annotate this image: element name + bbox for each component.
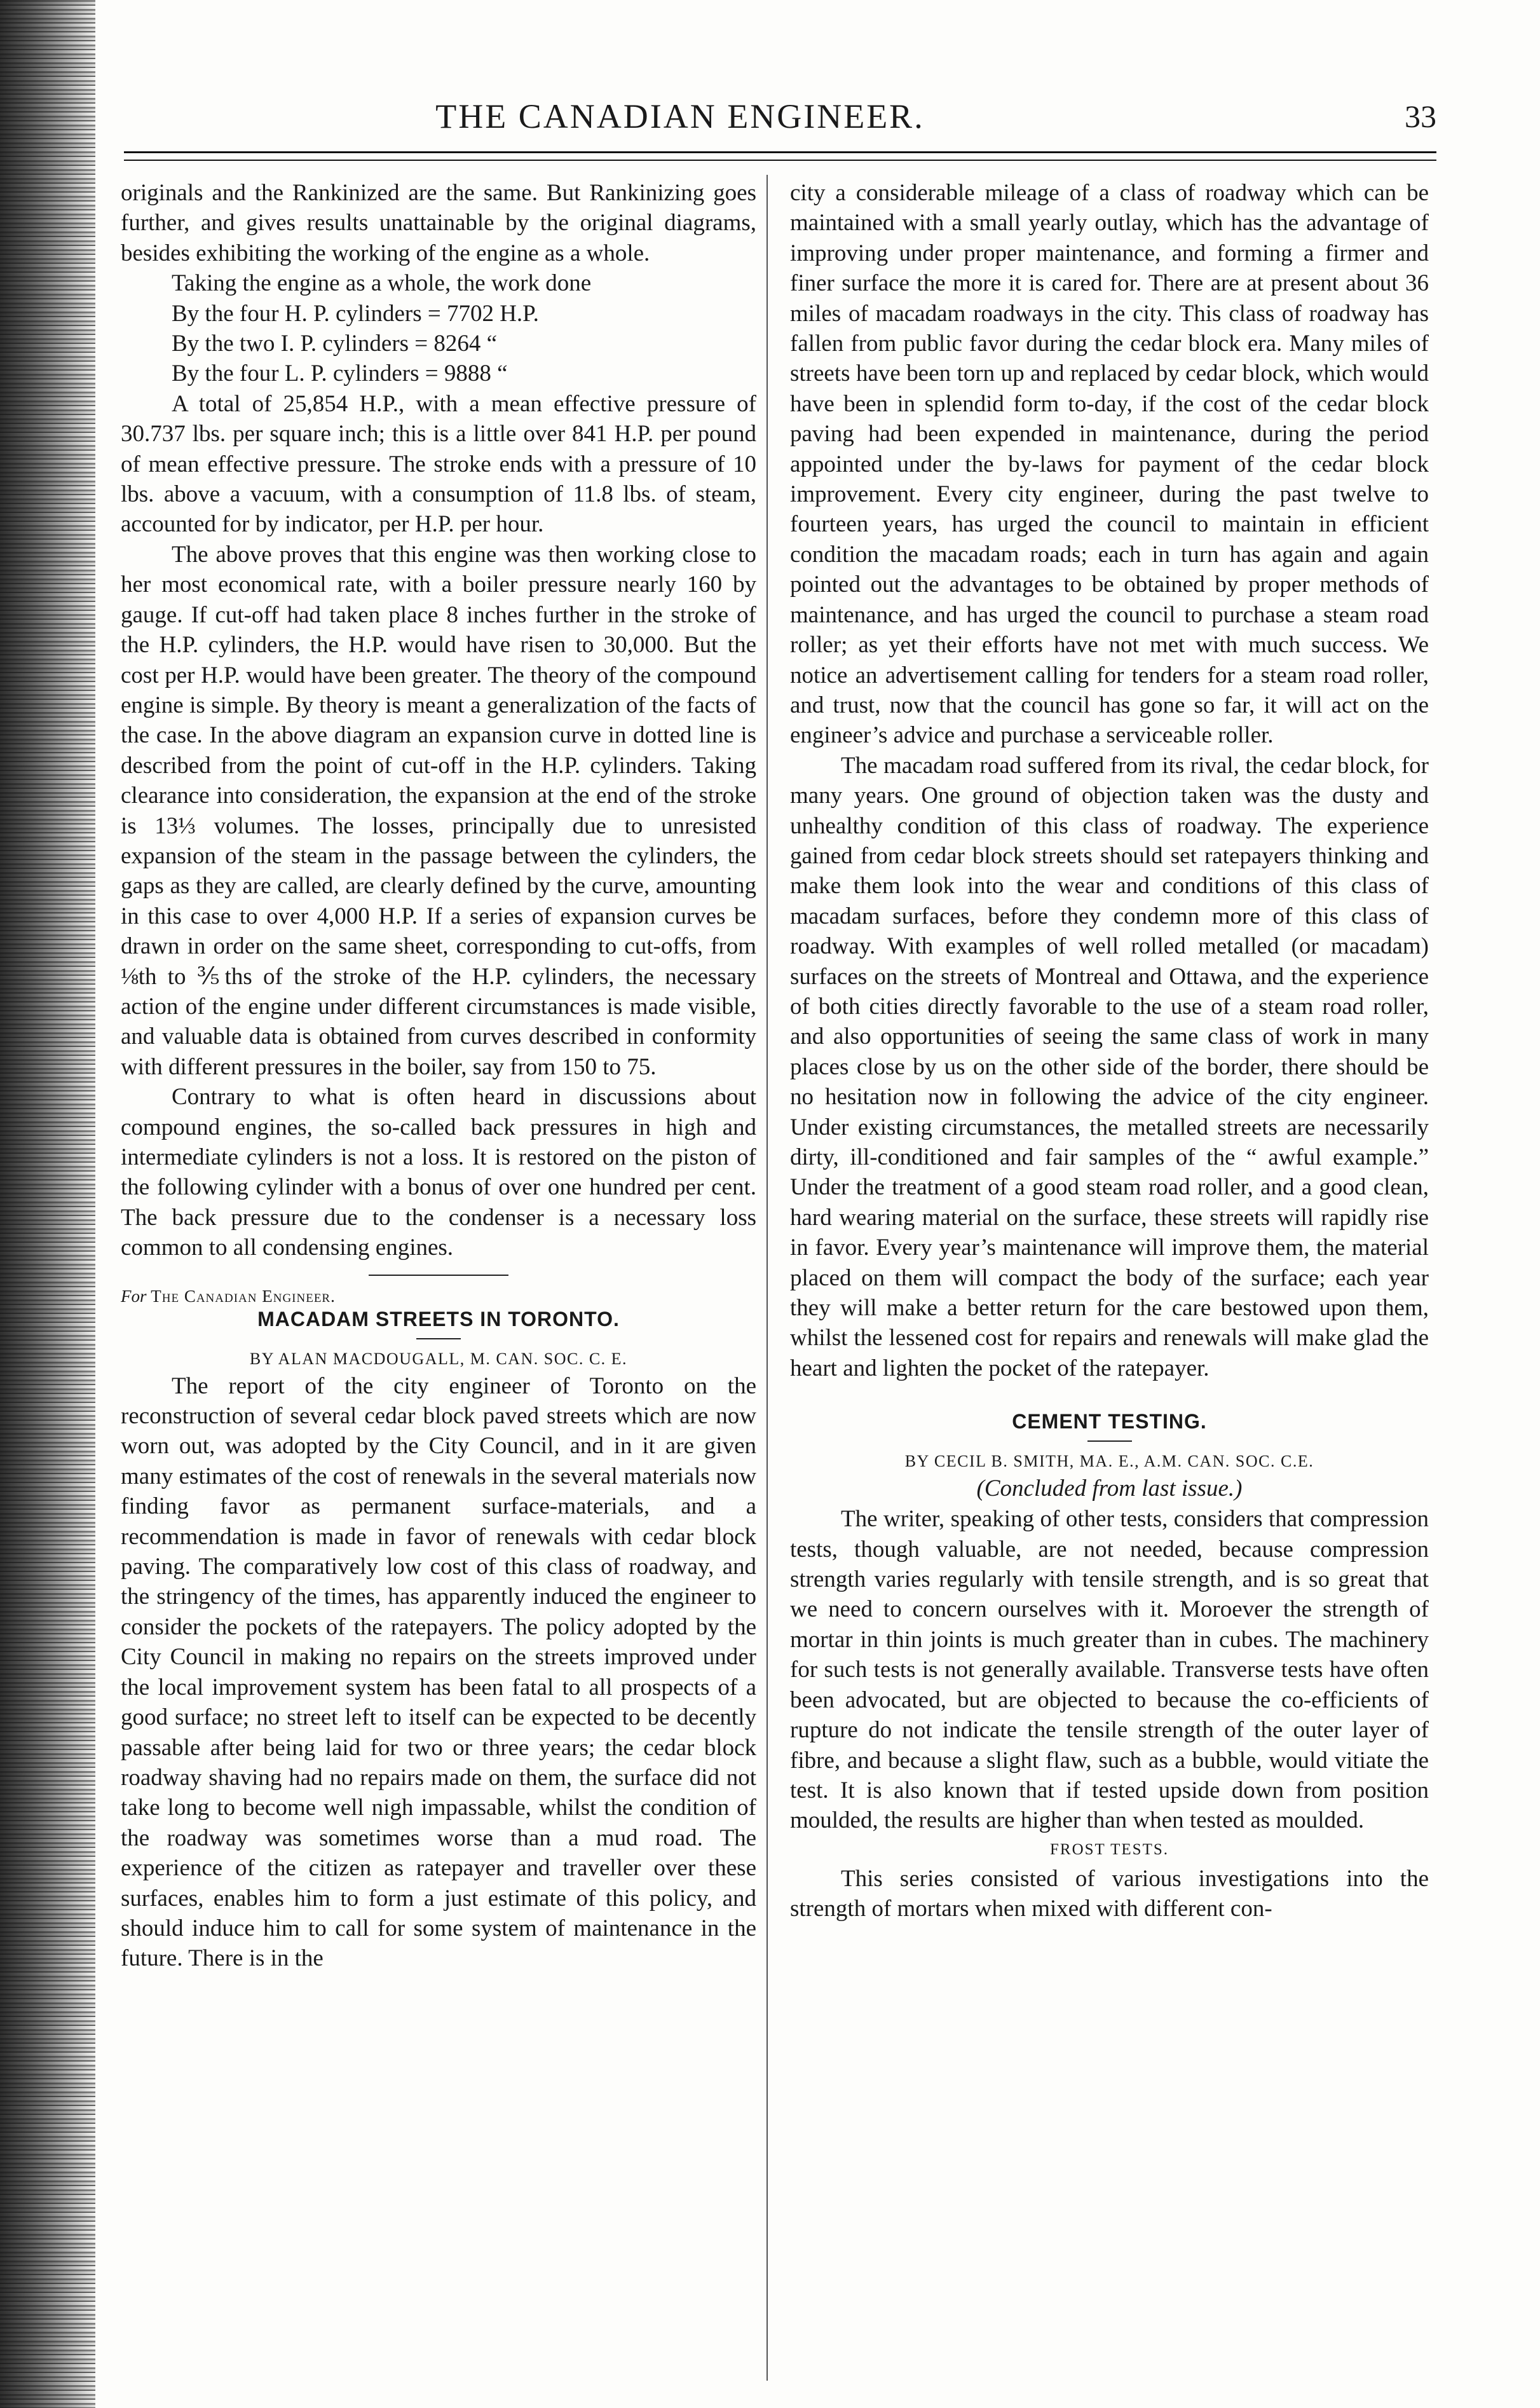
article-title: MACADAM STREETS IN TORONTO. bbox=[257, 1307, 620, 1331]
paragraph: Contrary to what is often heard in discussions about compound engines, the so-called back pressures in high and intermediate cylinders is not a loss. It is restored on the piston of the following cylinder with a bonus of over one hundred per cent. The back pressure due to the condenser is a necessary loss common to all condensing engines. bbox=[121, 1084, 756, 1261]
cylinder-line-hp: By the four H. P. cylinders = 7702 H.P. bbox=[172, 300, 539, 327]
header-rule bbox=[124, 151, 1436, 161]
cylinder-line-ip: By the two I. P. cylinders = 8264 “ bbox=[172, 331, 498, 357]
article-title: CEMENT TESTING. bbox=[1012, 1410, 1207, 1433]
article-author: BY ALAN MACDOUGALL, M. CAN. SOC. C. E. bbox=[249, 1349, 628, 1368]
journal-title: THE CANADIAN ENGINEER. bbox=[435, 97, 925, 135]
binding-shadow bbox=[0, 0, 95, 2408]
running-head bbox=[124, 95, 1436, 140]
title-rule bbox=[1087, 1440, 1132, 1442]
publication-credit bbox=[121, 1286, 756, 1306]
paragraph: Taking the engine as a whole, the work done bbox=[172, 270, 592, 297]
paragraph: This series consisted of various investigations into the strength of mortars when mixed with different con- bbox=[790, 1865, 1429, 1922]
cylinder-line-lp: By the four L. P. cylinders = 9888 “ bbox=[172, 360, 508, 387]
section-end-rule bbox=[369, 1275, 508, 1276]
paragraph: The macadam road suffered from its rival, the cedar block, for many years. One ground of objection taken was the dusty and unhealthy condition of this class of roadway. The experience gained from cedar block streets should set ratepayers thinking and make them look into the wear and conditions of this class of macadam surfaces, before they condemn more of this class of roadway. With examples of well rolled metalled (or macadam) surfaces on the streets of Montreal and Ottawa, and the experience of both cities directly favorable to the use of a steam road roller, and also opportunities of seeing the same class of work in many places close by us on the other side of the border, there should be no hesitation now in following the advice of the city engineer. Under existing circumstances, the metalled streets are necessarily dirty, ill-conditioned and fair samples of the “ awful example.” Under the treatment of a good steam road roller, and a good clean, hard wearing material on the surface, these streets will rapidly rise in favor. Every year’s maintenance will improve them, the material placed on them will compact the body of the surface; each year they will make a better return for the care bestowed upon them, whilst the lessened cost for repairs and renewals will make glad the heart and lighten the pocket of the ratepayer. bbox=[790, 752, 1429, 1381]
page-number: 33 bbox=[1405, 99, 1436, 134]
left-column bbox=[121, 178, 756, 1974]
paragraph: A total of 25,854 H.P., with a mean effective pressure of 30.737 lbs. per square inch; this is a little over 841 H.P. per pound of mean effective pressure. The stroke ends with a pressure of 10 lbs. above a vacuum, with a consumption of 11.8 lbs. of steam, accounted for by indicator, per H.P. per hour. bbox=[121, 390, 756, 538]
section-heading: FROST TESTS. bbox=[1049, 1840, 1169, 1858]
paragraph: The above proves that this engine was then working close to her most economical rate, with a boiler pressure nearly 160 by gauge. If cut-off had taken place 8 inches further in the stroke of the H.P. cylinders, the H.P. would have risen to 30,000. But the cost per H.P. would have been greater. The theory of the compound engine is simple. By theory is meant a generalization of the facts of the case. In the above diagram an expansion curve in dotted line is described from the point of cut-off in the H.P. cylinders. Taking clearance into consideration, the expansion at the end of the stroke is 13⅓ volumes. The losses, principally due to unresisted expansion of the steam in the passage between the cylinders, the gaps as they are called, are clearly defined by the curve, amounting in this case to over 4,000 H.P. If a series of expansion curves be drawn in order on the same sheet, corresponding to cut-offs, from ⅛th to ⅗ths of the stroke of the H.P. cylinders, the necessary action of the engine under different circumstances is made visible, and valuable data is obtained from curves described in conformity with different pressures in the boiler, say from 150 to 75. bbox=[121, 541, 756, 1080]
for-label: For bbox=[121, 1286, 147, 1306]
title-rule bbox=[416, 1338, 461, 1339]
article-author: BY CECIL B. SMITH, MA. E., A.M. CAN. SOC. C.E. bbox=[904, 1452, 1314, 1471]
right-column bbox=[790, 178, 1429, 1924]
article-note: (Concluded from last issue.) bbox=[976, 1475, 1243, 1502]
paragraph: city a considerable mileage of a class of roadway which can be maintained with a small yearly outlay, which has the advantage of improving under proper maintenance, and forming a firmer and finer surface the more it is cared for. There are at present about 36 miles of macadam roadways in the city. This class of roadway has fallen from public favor during the cedar block era. Many miles of streets have been torn up and replaced by cedar block, which would have been in splendid form to-day, if the cost of the cedar block paving had been expended in maintenance, during the period appointed under the by-laws for payment of the cedar block improvement. Every city engineer, during the past twelve to fourteen years, has urged the council to maintain in efficient condition the macadam roads; each in turn has again and again pointed out the advantages to be obtained by proper methods of maintenance, and has urged the council to purchase a steam road roller; as yet their efforts have not met with much success. We notice an advertisement calling for tenders for a steam road roller, and trust, now that the council has gone so far, it will act on the engineer’s advice and purchase a serviceable roller. bbox=[790, 180, 1429, 749]
column-divider bbox=[767, 175, 768, 2381]
paragraph: originals and the Rankinized are the same. But Rankinizing goes further, and gives results unattainable by the original diagrams, besides exhibiting the working of the engine as a whole. bbox=[121, 180, 756, 266]
publication-name: The Canadian Engineer. bbox=[151, 1286, 336, 1306]
paragraph: The report of the city engineer of Toronto on the reconstruction of several cedar block paved streets which are now worn out, was adopted by the City Council, and in it are given many estimates of the cost of renewals in the several materials now finding favor as permanent surface-materials, and a recommendation is made in favor of renewals with cedar block paving. The comparatively low cost of this class of roadway, and the stringency of the times, has apparently induced the engineer to consider the pockets of the ratepayers. The policy adopted by the City Council in making no repairs on the streets improved under the local improvement system has been fatal to all prospects of a good surface; no street left to itself can be expected to be decently passable after being laid for two or three years; the cedar block roadway shaving had no repairs made on them, the surface did not take long to become well nigh impassable, whilst the condition of the roadway was sometimes worse than a mud road. The experience of the citizen as ratepayer and traveller over these surfaces, enables him to form a just estimate of this policy, and should induce him to call for some system of maintenance in the future. There is in the bbox=[121, 1372, 756, 1972]
paragraph: The writer, speaking of other tests, considers that compression tests, though valuable, are not needed, because compression strength varies regularly with tensile strength, and is so great that we need to concern ourselves with it. Moroever the strength of mortar in thin joints is much greater than in cubes. The machinery for such tests is not generally available. Transverse tests have often been advocated, but are objected to because the co-efficients of rupture do not indicate the tensile strength of the outer layer of fibre, and because a slight flaw, such as a bubble, would vitiate the test. It is also known that if tested upside down from position moulded, the results are higher than when tested as moulded. bbox=[790, 1506, 1429, 1834]
